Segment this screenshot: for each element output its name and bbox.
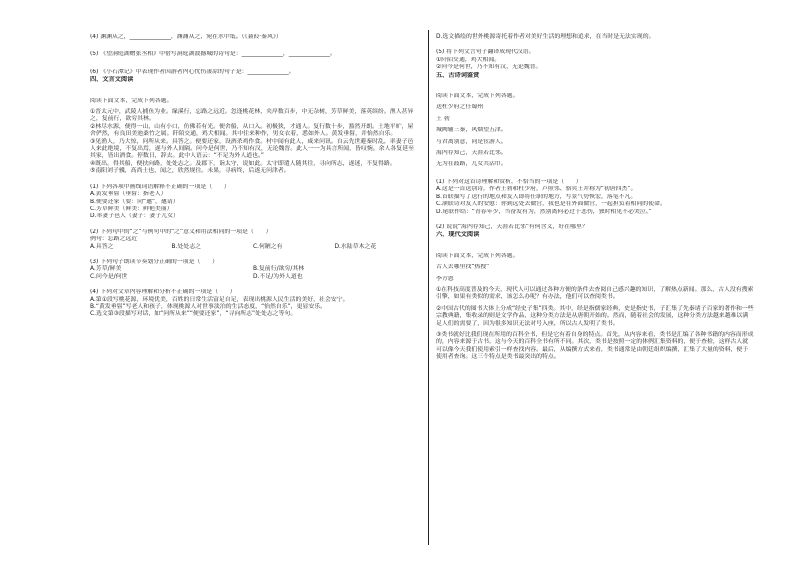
classical-q4-option-d: D.选文描绘的世外桃源寄托着作者对美好生活的理想和追求，在当时是无法实现的。 (436, 34, 655, 40)
right-column (436, 34, 754, 362)
classical-q1-option: D.率妻子邑人（妻子：妻子儿女） (90, 213, 179, 220)
classical-q3-option: A.芳草/鲜美 (90, 266, 122, 273)
column-divider (428, 30, 429, 545)
poem-q1-option: C.颔联诗对友人的安慰：你到远处去做官，我也是在外面做官，一起担负着相同的使命。 (436, 201, 666, 208)
classical-para-1: ①晋太元中，武陵人捕鱼为业。缘溪行，忘路之远近。忽逢桃花林，夹岸数百步，中无杂树，芳草鲜美，落英缤纷。渔人甚异之，复前行，欲穷其林。 (90, 109, 414, 123)
article-para-3: ③类书就好比我们现在所用的百科全书，但是它有着自身的特点。首先，从内容来看，类书是汇编了各种书籍的内容而形成的，内容来源于古书，这与今天的百科全书有所不同。其次，类书是按照一定的体例汇集资料的，便于查检，这样古人就可以像今天我们使用索引一样查找内容。最后，从编撰方式来看，类书通常是由朝廷组织编撰，汇集了大量的资料，便于使用者查询。这三个特点是类书最突出的特点。 (436, 331, 754, 361)
section-4-title: 四、文言文阅读 (90, 76, 134, 84)
classical-q3-stem: (3) 下列句子朗读节奏划分正确的一项是（ ） (90, 258, 219, 265)
classical-q3-option: B.复前行/欲穷/其林 (253, 266, 305, 273)
classical-q4-option: C.选文第③段描写对话，如“问所从来”“便要还家”，“寻向所志”处处志之等句。 (90, 311, 297, 318)
poem-title: 送杜少府之任蜀州 (436, 104, 484, 111)
classical-q2-stem: (2) 下列句中的“之”与例句中的“之”意义和用法相同的一项是（ ） (90, 228, 272, 235)
classical-q4-option: B.“黄发垂髫”写老人和孩子，体现桃源人对世事淡泊的生活态度，“怡然自乐”，更显安乐。 (90, 303, 327, 310)
classical-q1-option: C.芳草鲜美（鲜美：鲜艳美丽） (90, 205, 173, 212)
classical-para-5: ⑤南阳刘子骥，高尚士也，闻之，欣然规往。未果，寻病终，后遂无问津者。 (90, 168, 290, 175)
poem-q1-option: D.尾联作结：“青春年少，当奋发有为，然别离何必过于悲伤，独时相见不必哭泣。” (436, 208, 652, 215)
poem-q1-option: A.这是一首送别诗，作者王勃和杜少府，卢照邻、骆宾王并称为“初唐四杰”。 (436, 186, 637, 193)
classical-para-3: ③见渔人，乃大惊，问所从来。具答之。便要还家，设酒杀鸡作食。村中闻有此人，咸来问讯。自云先世避秦时乱，率妻子邑人来此绝境，不复出焉，遂与外人间隔。问今是何世，乃不知有汉，无论魏晋。此人一一为具言所闻，皆叹惋。余人各复延至其家，皆出酒食。停数日，辞去。此中人语云：“不足为外人道也。” (90, 138, 414, 160)
poem-q1-option: B.首联描写了送行的地点和友人即将任职的地方，写景气势恢宏，落笔不凡。 (436, 193, 637, 200)
classical-para-4: ④既出，得其船，便扶向路，处处志之。及郡下，诣太守，说如此。太守即遣人随其往，寻向所志，遂迷，不复得路。 (90, 160, 396, 167)
classical-q1-option: A.黄发垂髫（垂髫：指老人） (90, 191, 167, 198)
classical-q2-option: B.处处志之 (171, 243, 201, 250)
left-column (90, 34, 416, 319)
modern-intro: 阅读下面文本，完成下列各题。 (436, 252, 519, 259)
classical-para-2: ②林尽水源，便得一山，山有小口，仿佛若有光。便舍船，从口入。初极狭，才通人。复行数十步，豁然开朗。土地平旷，屋舍俨然，有良田美池桑竹之属。阡陌交通，鸡犬相闻。其中往来种作，男女衣着，悉如外人。黄发垂髫，并怡然自乐。 (90, 123, 414, 138)
translate-item: ①阡陌交通，鸡犬相闻。 (436, 56, 501, 63)
classical-q2-options (90, 244, 416, 251)
article-title: 古人去哪里找“热搜” (436, 264, 490, 271)
article-para-1: ①在科技高度普及的今天，现代人可以通过各种方便的条件去查阅自己感兴趣的知识，了解热点新闻。那么，古人没有搜索引擎，如果有类似的需求，该怎么办呢？有办法，他们可以查阅类书。 (436, 286, 754, 301)
poem-line: 无为在歧路，儿女共沾巾。 (436, 161, 507, 168)
classical-intro: 阅读下面文本，完成下列各题。 (90, 97, 173, 104)
article-author: 李方恩 (436, 275, 454, 282)
classical-q2-example: 例句：忘路之远近 (90, 236, 138, 243)
q6-fill-blank: (6) 《小石潭记》中表现作者因游者内心忧伤凄凉的句子是：______________。 (90, 68, 295, 75)
classical-q3-options-row-2 (90, 274, 416, 281)
section-6-title: 六、现代文阅读 (436, 231, 480, 239)
section-5-title: 五、古诗词鉴赏 (436, 71, 480, 79)
poem-q1-stem: (1) 下列对这首诗理解和赏析，不恰当的一项是（ ） (436, 178, 582, 185)
translate-question: (5) 将下列文言句子翻译成现代汉语。 (436, 49, 535, 56)
classical-q3-option: C.问今是/何世 (90, 273, 128, 280)
classical-q2-option: D.水陆草木之花 (334, 243, 377, 250)
classical-q3-options-row-1 (90, 266, 416, 273)
poem-author: 王 勃 (436, 115, 450, 122)
classical-q4-option: A.第①段写桃花源，环境优美，百姓的日常生活富足自足，表现出桃源人民生活的美好，社会安宁。 (90, 296, 349, 303)
classical-q4-stem: (4) 下列对文章内容理解和分析不正确的一项是（ ） (90, 289, 236, 296)
q5-fill-blank: (5) 《望洞庭湖赠张丞相》中借写洞庭湖波撼城的诗句是：______________，______________。 (90, 51, 336, 58)
classical-q1-option: B.便要还家（要：同“邀”，邀请） (90, 198, 179, 205)
classical-q2-option: A.具答之 (90, 243, 114, 250)
poem-line: 与君离别意，同是宦游人。 (436, 138, 507, 145)
classical-q3-option: D.不足/为外人道也 (253, 273, 303, 280)
poem-q2-stem: (2) 说说“海内存知己，天涯若比邻”有何含义，好在哪里？ (436, 223, 588, 230)
poem-line: 海内存知己，天涯若比邻。 (436, 150, 507, 157)
classical-q2-option: C.何陋之有 (253, 243, 283, 250)
article-para-2: ②中国古代的图书大体上分成“经史子集”四类。其中，经是指儒家经典，史是指史书，子汇集了先秦诸子百家的著作和一些宗教典籍，集收录的则是文学作品，这种分类方法是从唐朝开始的。然而，随着社会的发展，这种分类方法越来越难以满足人们的需要了，因为很多知识无法对号入座，所以古人发明了类书。 (436, 305, 754, 327)
poem-line: 城阙辅三秦，风烟望五津。 (436, 127, 507, 134)
classical-q1-stem: (1) 下列各项中画线词语解释不正确的一项是（ ） (90, 183, 230, 190)
poem-intro: 阅读下面文本，完成下列各题。 (436, 93, 519, 100)
translate-item: ②问今是何世，乃不知有汉，无论魏晋。 (436, 64, 542, 71)
q4-fill-blank: (4) 渊渊从之，______________，渊渊从之，宛在水中坻。（《蒹葭·秦风》） (90, 34, 282, 40)
